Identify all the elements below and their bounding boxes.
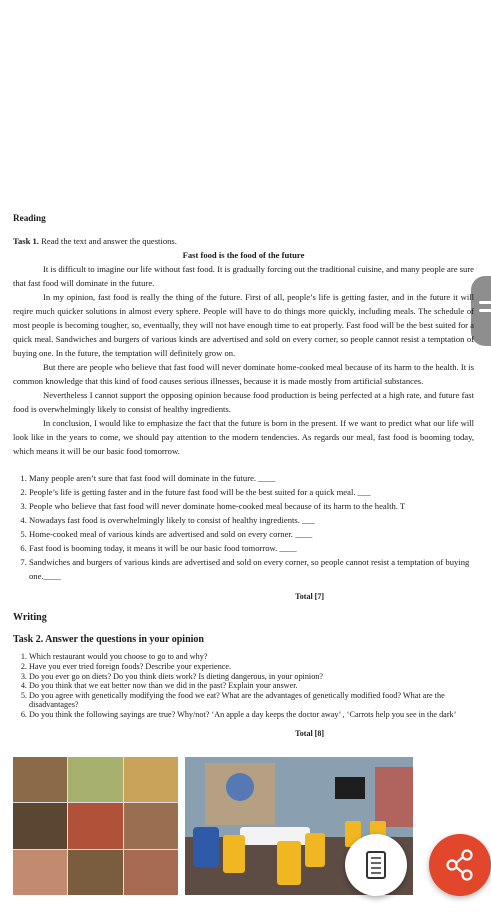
reader-mode-button[interactable] xyxy=(345,834,407,896)
question-item: 3. Do you ever go on diets? Do you think diets work? Is dieting dangerous, in your opinion? xyxy=(29,672,474,682)
question-item: 1. Which restaurant would you choose to go to and why? xyxy=(29,652,474,662)
reading-heading: Reading xyxy=(13,213,46,224)
document-content xyxy=(13,203,474,748)
task1-instruction xyxy=(13,234,474,248)
question-item: 2. Have you ever tried foreign foods? Describe your experience. xyxy=(29,662,474,672)
statement-item: 6. Fast food is booming today, it means it will be our basic food tomorrow. ____ xyxy=(29,541,474,555)
text-title: Fast food is the food of the future xyxy=(182,250,305,261)
statement-item: 4. Nowadays fast food is overwhelmingly likely to consist of healthy ingredients. ___ xyxy=(29,513,474,527)
food-tile xyxy=(68,757,122,802)
side-drawer-handle[interactable] xyxy=(471,276,491,346)
statement-item: 7. Sandwiches and burgers of various kinds are advertised and sold on every corner, so people cannot resist a temptation of buying one.____ xyxy=(29,555,474,583)
food-tile xyxy=(68,850,122,895)
food-tile xyxy=(68,803,122,848)
writing-heading: Writing xyxy=(13,612,47,624)
food-tile xyxy=(13,850,67,895)
paragraph: In conclusion, I would like to emphasize the fact that the future is born in the present. If we want to predict what our life will look like in the years to come, we should pay attention to the modern tendencies. As regards our meal, fast food is booming today, which means it will be our basic food tomorrow. xyxy=(13,418,474,457)
question-item: 4. Do you think that we eat better now than we did in the past? Explain your answer. xyxy=(29,681,474,691)
task1-text: Read the text and answer the questions. xyxy=(41,236,177,247)
task2-title: Task 2. Answer the questions in your opinion xyxy=(13,634,204,646)
food-tile xyxy=(124,850,178,895)
question-item: 6. Do you think the following sayings are true? Why/not? ‘An apple a day keeps the doctor away’ , ‘Carrots help you see in the dark’ xyxy=(29,710,474,720)
document-reader-icon xyxy=(345,834,407,896)
reading-total: Total [7] xyxy=(295,592,324,602)
paragraph: It is difficult to imagine our life without fast food. It is gradually forcing out the traditional cuisine, and many people are sure that fast food will dominate in the future. xyxy=(13,264,474,289)
paragraph: Nevertheless I cannot support the opposing opinion because food production is being perfected at a high rate, and future fast food is overwhelmingly likely to consist of healthy ingredients. xyxy=(13,390,474,415)
paragraph: But there are people who believe that fast food will never dominate home-cooked meal because of its harm to the health. It is common knowledge that this kind of food causes serious illnesses, because it is made mostly from artificial substances. xyxy=(13,362,474,387)
true-false-statements xyxy=(13,471,474,583)
share-icon xyxy=(429,834,491,896)
statement-item: 1. Many people aren’t sure that fast food will dominate in the future. ____ xyxy=(29,471,474,485)
question-item: 5. Do you agree with genetically modifying the food we eat? What are the advantages of genetically modified food? What are the disadvantages? xyxy=(29,691,474,710)
writing-questions xyxy=(13,652,474,719)
food-tile xyxy=(13,803,67,848)
food-tile xyxy=(124,757,178,802)
food-tile xyxy=(124,803,178,848)
statement-item: 2. People’s life is getting faster and in the future fast food will be the best suited for a quick meal. ___ xyxy=(29,485,474,499)
food-tile xyxy=(13,757,67,802)
writing-total: Total [8] xyxy=(295,728,324,738)
paragraph: In my opinion, fast food is really the thing of the future. First of all, people’s life is getting faster, and in the future it will reqire much quicker solutions in almost every sphere. People will have to do things more quickly, including meals. The schedule of most people is becoming tougher, so, eventually, they will not have enough time to eat properly. Fast food will be the best suited for a quick meal. Sandwiches and burgers of various kinds are advertised and sold on every corner, so people cannot resist a temptation of buying one. In the future, the temptation will definitely grow on. xyxy=(13,292,474,359)
statement-item: 5. Home-cooked meal of various kinds are advertised and sold on every corner. ____ xyxy=(29,527,474,541)
task1-label: Task 1. xyxy=(13,236,39,247)
statement-item: 3. People who believe that fast food will never dominate home-cooked meal because of its harm to the health. T xyxy=(29,499,474,513)
share-button[interactable] xyxy=(429,834,491,896)
food-collage-image xyxy=(13,757,178,895)
